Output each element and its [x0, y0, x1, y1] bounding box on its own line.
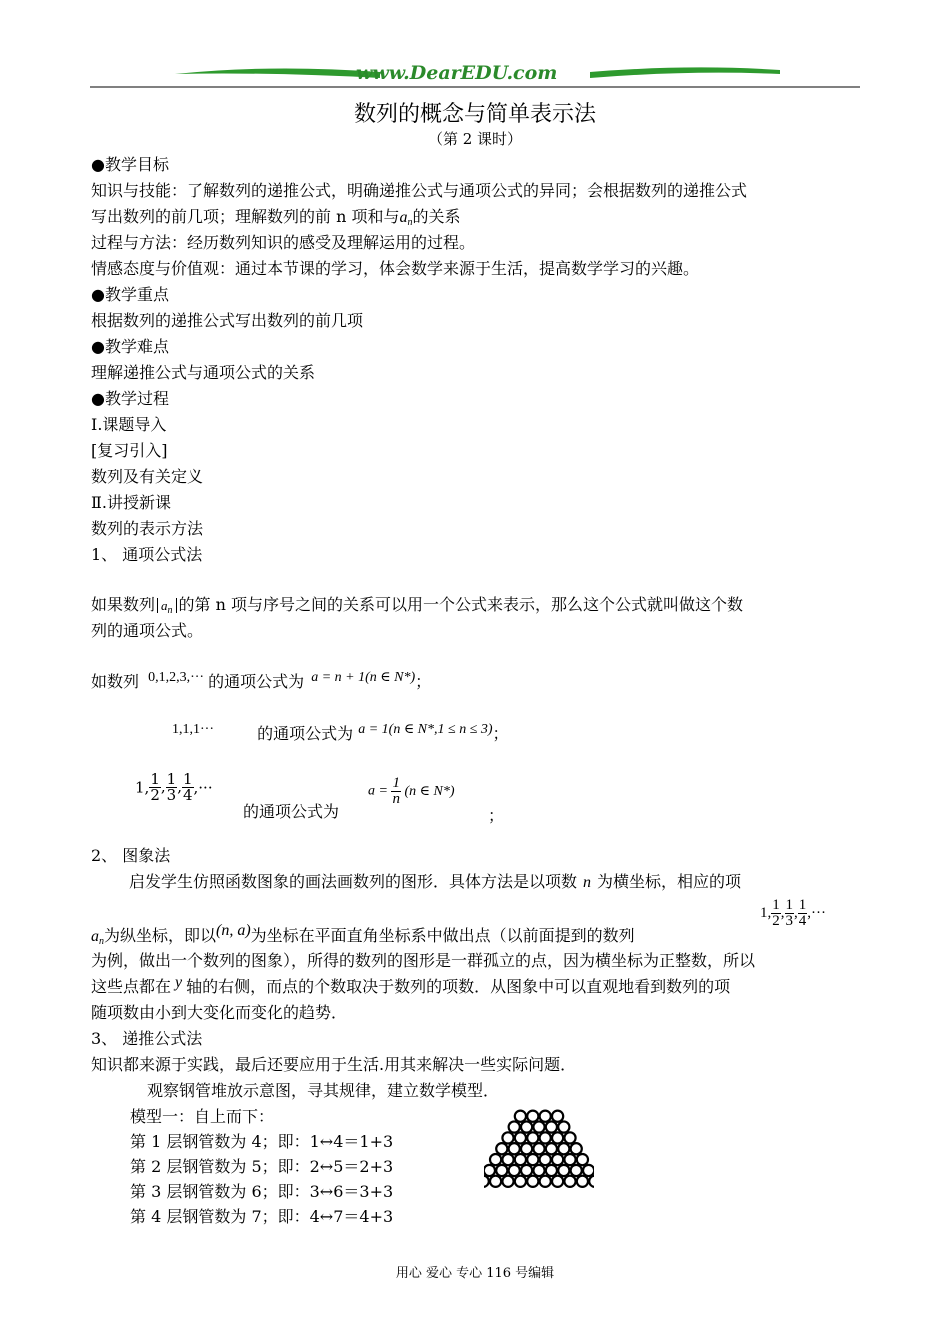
example-3-semicolon: ； [488, 806, 505, 825]
pipe-circle [564, 1132, 575, 1143]
logo-text: www.DearEDU.com [356, 62, 558, 84]
graph-para-line2: $a_n$为纵坐标，即以(n, a)为坐标在平面直角坐标系中做出点（以前面提到的数列 [91, 922, 635, 947]
section-2: Ⅱ.讲授新课 [91, 493, 171, 512]
example-3-label: 的通项公式为 [243, 802, 340, 821]
pipe-circle [527, 1132, 538, 1143]
pipe-circle [552, 1132, 563, 1143]
goal-attitude: 情感态度与价值观：通过本节课的学习，体会数学来源于生活，提高数学学习的兴趣。 [91, 259, 700, 278]
pipe-circle [533, 1165, 544, 1176]
process-heading: ●教学过程 [91, 389, 169, 408]
example-1: 如数列 0,1,2,3,··· 的通项公式为 a = n + 1(n ∈ N*)； [91, 670, 432, 691]
pipe-circle [540, 1111, 551, 1122]
pipe-circle [509, 1165, 520, 1176]
method-2-heading: 2、 图象法 [91, 846, 171, 865]
pipe-circle [527, 1154, 538, 1165]
an-symbol: $a_n$ [399, 209, 413, 228]
pipe-circle [546, 1121, 557, 1132]
pipe-circle [515, 1176, 526, 1187]
pipe-circle [490, 1176, 501, 1187]
pipe-circle [496, 1165, 507, 1176]
model-layer-2: 第 2 层钢管数为 5；即：2↔5＝2+3 [130, 1157, 394, 1176]
pipe-pile-diagram [484, 1106, 594, 1192]
pipe-circle [515, 1132, 526, 1143]
example-3-formula: a = $\frac{1}{n}$ (n ∈ N*) [368, 775, 455, 807]
pipe-circle [484, 1176, 489, 1187]
pipe-circle [527, 1176, 538, 1187]
methods-heading: 数列的表示方法 [91, 519, 204, 538]
pipe-circle [552, 1154, 563, 1165]
section-1: Ⅰ.课题导入 [91, 415, 167, 434]
pipe-circle [502, 1176, 513, 1187]
goal-knowledge-line2: 写出数列的前几项；理解数列的前 n 项和与$a_n$的关系 [91, 207, 461, 228]
general-formula-def-line1: 如果数列 $a_n$ 的第 n 项与序号之间的关系可以用一个公式来表示，那么这个公式就叫做这个数 [91, 595, 743, 616]
page-title: 数列的概念与简单表示法 [353, 102, 596, 127]
point-coordinates: (n, a) [216, 922, 251, 939]
header-logo [90, 60, 860, 94]
pipe-circle [502, 1132, 513, 1143]
pipe-circle [577, 1154, 588, 1165]
pipe-circle [571, 1165, 582, 1176]
pipe-circle [571, 1143, 582, 1154]
review-intro: [复习引入] [91, 441, 168, 460]
example-1-formula: a = n + 1(n ∈ N*) [311, 670, 416, 685]
pipe-circle [521, 1165, 532, 1176]
pipe-circle [564, 1154, 575, 1165]
pipe-circle [533, 1143, 544, 1154]
key-point: 根据数列的递推公式写出数列的前几项 [91, 311, 364, 330]
example-2-sequence: 1,1,1··· [172, 722, 214, 737]
pipe-circle [509, 1143, 520, 1154]
y-variable: y [175, 974, 183, 991]
pipe-circle [521, 1121, 532, 1132]
pipe-circle [490, 1154, 501, 1165]
pipe-circle [589, 1176, 594, 1187]
goal-heading: ●教学目标 [91, 155, 169, 174]
graph-example-sequence: 1, $\frac{1}{2}$ , $\frac{1}{3}$ , $\frac{1}{4}$ ,··· [760, 897, 826, 929]
definitions: 数列及有关定义 [91, 467, 204, 486]
goal-process: 过程与方法：经历数列知识的感受及理解运用的过程。 [91, 233, 476, 252]
method-3-heading: 3、 递推公式法 [91, 1029, 203, 1048]
pipe-circle [515, 1111, 526, 1122]
model-layer-4: 第 4 层钢管数为 7；即：4↔7＝4+3 [130, 1207, 394, 1226]
pipe-circle [546, 1165, 557, 1176]
pipe-circle [583, 1165, 594, 1176]
recursion-para-line2: 观察钢管堆放示意图，寻其规律，建立数学模型． [147, 1081, 500, 1100]
graph-para-line5: 随项数由小到大变化而变化的趋势． [91, 1003, 348, 1022]
pipe-circle [558, 1165, 569, 1176]
pipe-circle [558, 1143, 569, 1154]
pipe-circle [564, 1176, 575, 1187]
recursion-para-line1: 知识都来源于实践，最后还要应用于生活.用其来解决一些实际问题． [91, 1055, 577, 1074]
model-layer-3: 第 3 层钢管数为 6；即：3↔6＝3+3 [130, 1182, 394, 1201]
pipe-circle [577, 1176, 588, 1187]
example-1-sequence: 0,1,2,3,··· [148, 670, 205, 685]
pipe-circle [484, 1165, 495, 1176]
pipe-circle [527, 1111, 538, 1122]
method-1-heading: 1、 通项公式法 [91, 545, 203, 564]
pipe-circle [552, 1111, 563, 1122]
goal-knowledge-line1: 知识与技能：了解数列的递推公式，明确递推公式与通项公式的异同；会根据数列的递推公式 [91, 181, 748, 200]
pipe-circle [521, 1143, 532, 1154]
pipe-circle [515, 1154, 526, 1165]
an-symbol-2: $a_n$ [91, 928, 104, 947]
pipe-circle [552, 1176, 563, 1187]
page-footer: 用心 爱心 专心 116 号编辑 [395, 1266, 555, 1281]
sequence-an-braces: $a_n$ [157, 598, 177, 613]
graph-para-line3: 为例，做出一个数列的图象），所得的数列的图形是一群孤立的点，因为横坐标为正整数，所以 [91, 951, 756, 970]
page-subtitle: （第 2 课时） [427, 130, 523, 148]
example-2-formula: a = 1(n ∈ N*,1 ≤ n ≤ 3) [358, 722, 493, 737]
pipe-circle [558, 1121, 569, 1132]
difficulty-heading: ●教学难点 [91, 337, 169, 356]
graph-para-line1: 启发学生仿照函数图象的画法画数列的图形．具体方法是以项数 n 为横坐标，相应的项 [129, 872, 742, 891]
model-layer-1: 第 1 层钢管数为 4；即：1↔4＝1+3 [130, 1132, 394, 1151]
pipe-circle [496, 1143, 507, 1154]
pipe-circle [502, 1154, 513, 1165]
pipe-circle [533, 1121, 544, 1132]
n-variable: n [583, 874, 592, 891]
example-3-sequence: 1, $\frac{1}{2}$ , $\frac{1}{3}$ , $\frac{1}{4}$ ,··· [135, 770, 213, 804]
graph-para-line4: 这些点都在 y 轴的右侧，而点的个数取决于数列的项数．从图象中可以直观地看到数列的项 [91, 974, 731, 996]
pipe-circle [540, 1176, 551, 1187]
general-formula-def-line2: 列的通项公式。 [91, 621, 204, 640]
pipe-circle [540, 1132, 551, 1143]
pipe-circle [509, 1121, 520, 1132]
pipe-circle [546, 1143, 557, 1154]
difficulty-point: 理解递推公式与通项公式的关系 [91, 363, 316, 382]
model-heading: 模型一：自上而下： [130, 1107, 275, 1126]
key-heading: ●教学重点 [91, 285, 169, 304]
pipe-circle [540, 1154, 551, 1165]
example-2: 1,1,1··· 的通项公式为 a = 1(n ∈ N*,1 ≤ n ≤ 3)； [172, 722, 509, 743]
